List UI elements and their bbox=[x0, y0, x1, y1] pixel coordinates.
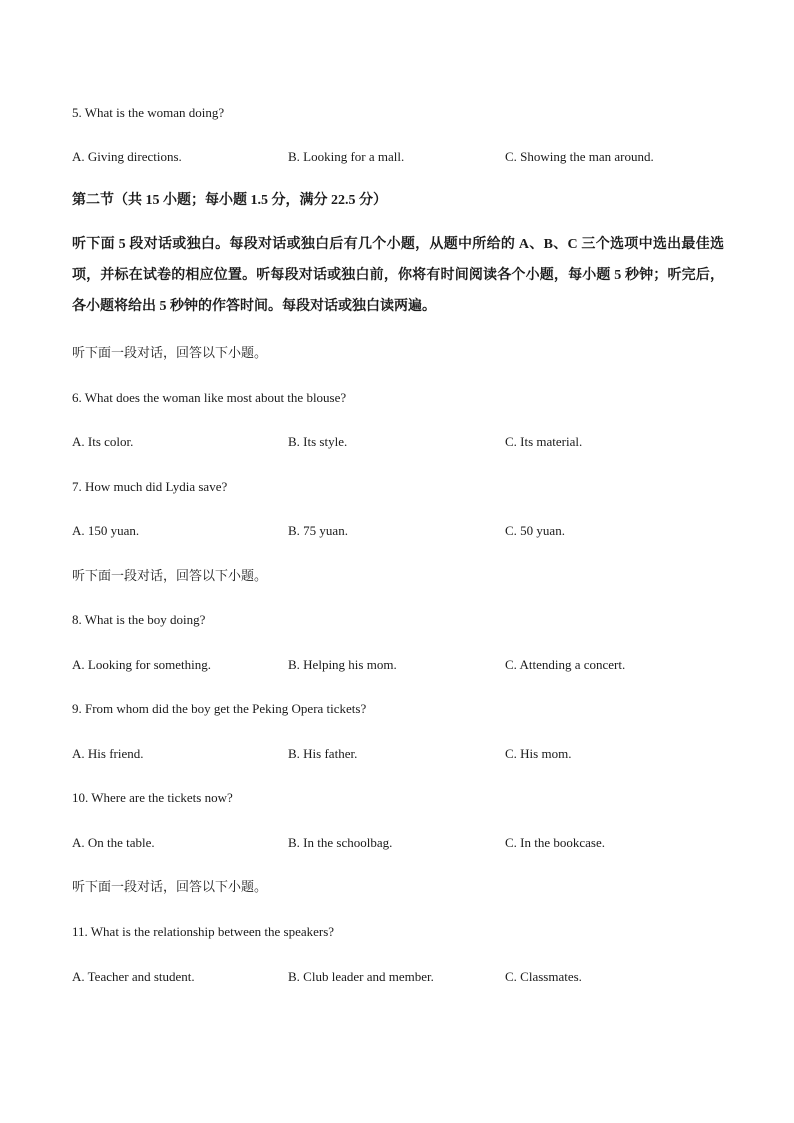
q6-option-b: B. Its style. bbox=[288, 434, 348, 449]
question-8: 8. What is the boy doing? bbox=[72, 612, 206, 627]
q10-option-a: A. On the table. bbox=[72, 835, 155, 850]
question-6: 6. What does the woman like most about the blouse? bbox=[72, 390, 347, 405]
q8-option-c: C. Attending a concert. bbox=[505, 657, 626, 672]
section-title: 第二节（共 15 小题；每小题 1.5 分，满分 22.5 分） bbox=[72, 193, 387, 208]
question-5: 5. What is the woman doing? bbox=[72, 105, 225, 120]
q6-option-c: C. Its material. bbox=[505, 434, 583, 449]
question-9: 9. From whom did the boy get the Peking Opera tickets? bbox=[72, 701, 367, 716]
q8-option-a: A. Looking for something. bbox=[72, 657, 212, 672]
q9-option-c: C. His mom. bbox=[505, 746, 572, 761]
q5-option-b: B. Looking for a mall. bbox=[288, 149, 405, 164]
q5-option-c: C. Showing the man around. bbox=[505, 149, 654, 164]
dialog-intro: 听下面一段对话，回答以下小题。 bbox=[72, 568, 268, 583]
section-instructions: 听下面 5 段对话或独白。每段对话或独白后有几个小题，从题中所给的 A、B、C 三个选项中选出最佳选项，并标在试卷的相应位置。听每段对话或独白前，你将有时间阅读各个小题，每小题 5 秒钟；听完后，各小题将给出 5 秒钟的作答时间。每段对话或独白读两遍。 bbox=[72, 237, 724, 314]
question-7: 7. How much did Lydia save? bbox=[72, 479, 228, 494]
question-11: 11. What is the relationship between the speakers? bbox=[72, 924, 335, 939]
q9-option-a: A. His friend. bbox=[72, 746, 144, 761]
q8-option-b: B. Helping his mom. bbox=[288, 657, 397, 672]
q10-option-b: B. In the schoolbag. bbox=[288, 835, 393, 850]
q11-option-a: A. Teacher and student. bbox=[72, 969, 195, 984]
q5-option-a: A. Giving directions. bbox=[72, 149, 182, 164]
q11-option-c: C. Classmates. bbox=[505, 969, 582, 984]
q7-option-c: C. 50 yuan. bbox=[505, 523, 565, 538]
dialog-intro: 听下面一段对话，回答以下小题。 bbox=[72, 879, 268, 894]
dialog-intro: 听下面一段对话，回答以下小题。 bbox=[72, 345, 268, 360]
q7-option-a: A. 150 yuan. bbox=[72, 523, 140, 538]
question-10: 10. Where are the tickets now? bbox=[72, 790, 233, 805]
q6-option-a: A. Its color. bbox=[72, 434, 134, 449]
q10-option-c: C. In the bookcase. bbox=[505, 835, 606, 850]
q11-option-b: B. Club leader and member. bbox=[288, 969, 434, 984]
q9-option-b: B. His father. bbox=[288, 746, 358, 761]
q7-option-b: B. 75 yuan. bbox=[288, 523, 348, 538]
